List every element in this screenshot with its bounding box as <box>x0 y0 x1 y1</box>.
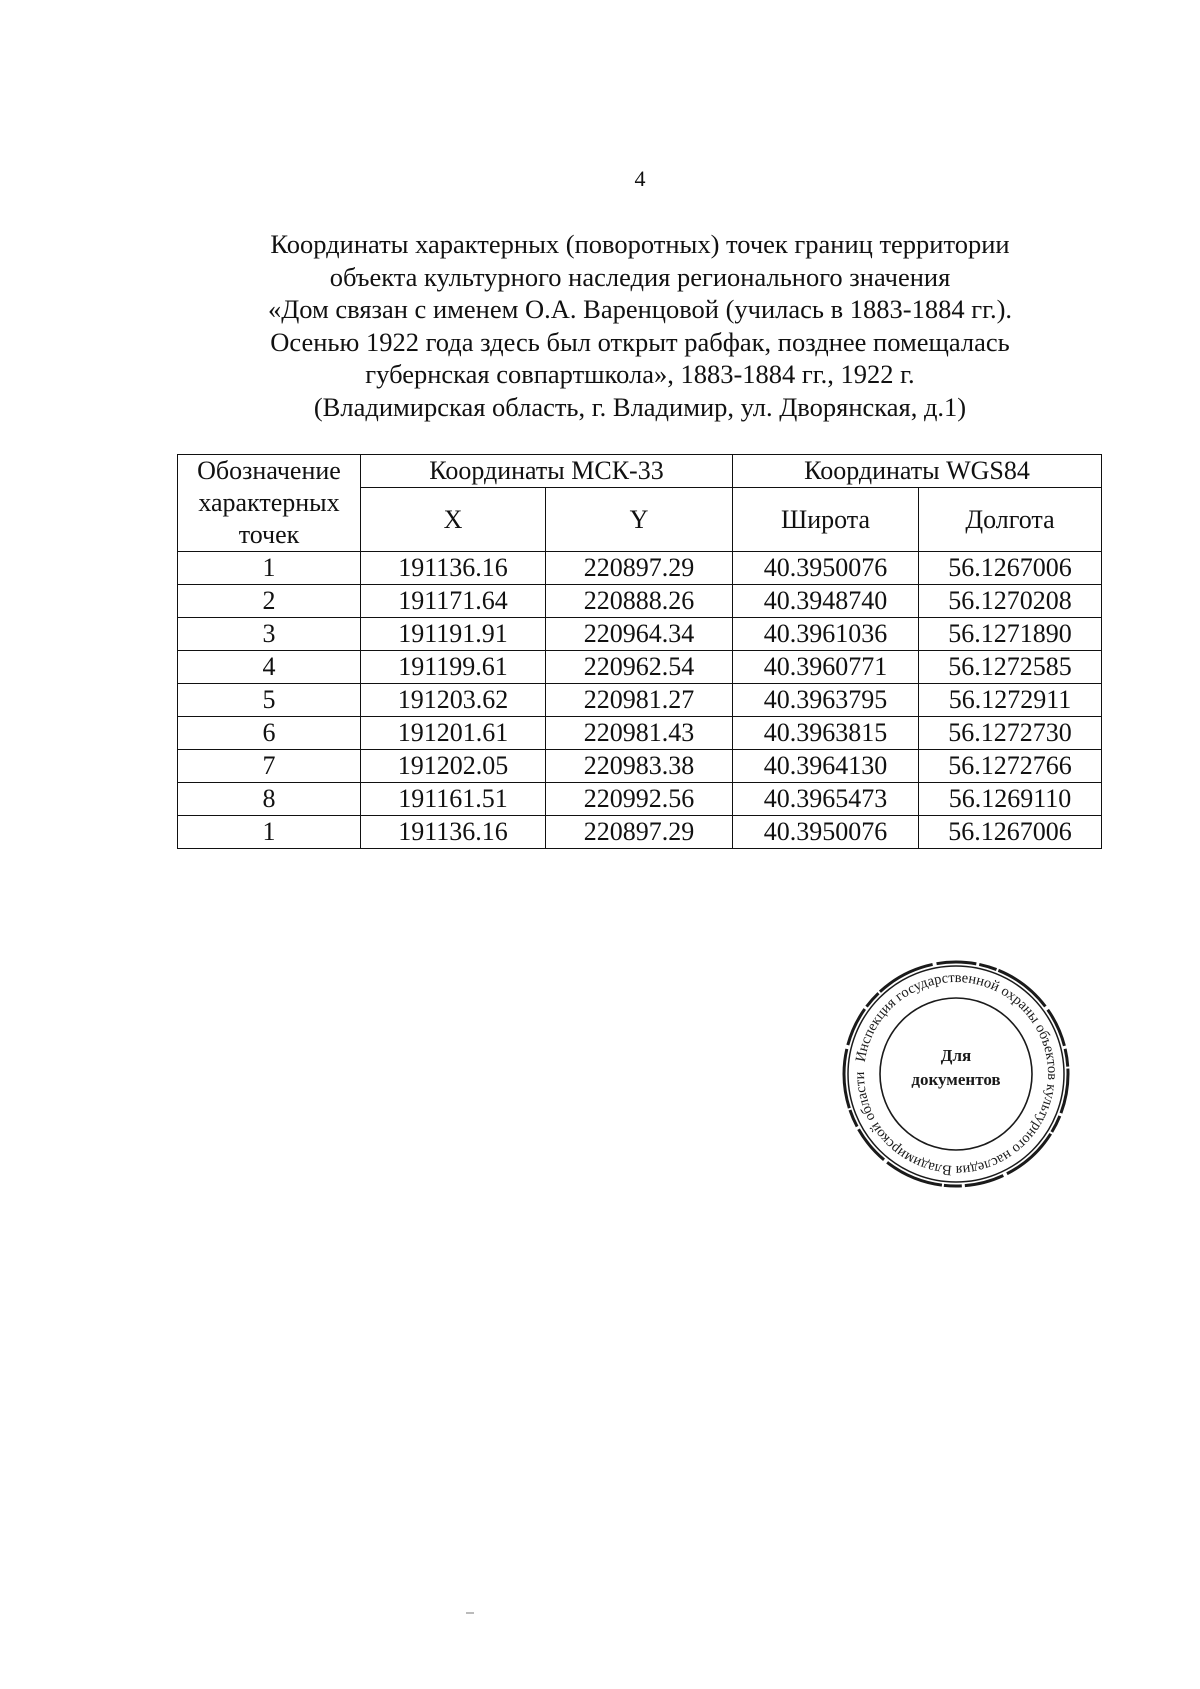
cell-point: 1 <box>178 552 361 585</box>
cell-point: 2 <box>178 585 361 618</box>
cell-latitude: 40.3948740 <box>733 585 919 618</box>
table-row <box>178 750 1102 783</box>
title-line: губернская совпартшкола», 1883-1884 гг., 1922 г. <box>365 359 915 389</box>
cell-longitude: 56.1271890 <box>919 618 1102 651</box>
header-latitude: Широта <box>733 488 919 552</box>
cell-x: 191191.91 <box>361 618 546 651</box>
table-row <box>178 651 1102 684</box>
page-number: 4 <box>634 166 646 191</box>
title-line: Осенью 1922 года здесь был открыт рабфак, позднее помещалась <box>270 326 1010 357</box>
official-seal-stamp <box>840 958 1072 1190</box>
cell-latitude: 40.3963815 <box>733 717 919 750</box>
cell-longitude: 56.1267006 <box>919 552 1102 585</box>
title-line: (Владимирская область, г. Владимир, ул. Дворянская, д.1) <box>313 391 967 422</box>
cell-y: 220981.43 <box>546 717 733 750</box>
cell-y: 220992.56 <box>546 783 733 816</box>
title-line: Координаты характерных (поворотных) точек границ территории <box>270 229 1010 259</box>
seal-ring-text: Инспекция государственной охраны объектов культурного наследия Владимирской области <box>851 969 1061 1179</box>
table-row <box>178 585 1102 618</box>
cell-latitude: 40.3961036 <box>733 618 919 651</box>
cell-y: 220964.34 <box>546 618 733 651</box>
cell-latitude: 40.3963795 <box>733 684 919 717</box>
cell-longitude: 56.1272911 <box>919 684 1102 717</box>
cell-y: 220897.29 <box>546 816 733 849</box>
seal-center-line: Для <box>940 1046 972 1065</box>
header-point-designation: Обозначение характерных точек <box>178 455 361 552</box>
cell-point: 7 <box>178 750 361 783</box>
cell-longitude: 56.1272730 <box>919 717 1102 750</box>
cell-latitude: 40.3950076 <box>733 552 919 585</box>
cell-y: 220888.26 <box>546 585 733 618</box>
table-row <box>178 684 1102 717</box>
cell-latitude: 40.3964130 <box>733 750 919 783</box>
document-title <box>140 228 1140 423</box>
title-line: «Дом связан с именем О.А. Варенцовой (училась в 1883-1884 гг.). <box>267 294 1013 324</box>
cell-point: 1 <box>178 816 361 849</box>
header-longitude: Долгота <box>919 488 1102 552</box>
table-row <box>178 618 1102 651</box>
cell-longitude: 56.1272585 <box>919 651 1102 684</box>
cell-x: 191203.62 <box>361 684 546 717</box>
cell-latitude: 40.3960771 <box>733 651 919 684</box>
cell-x: 191161.51 <box>361 783 546 816</box>
table-row <box>178 717 1102 750</box>
cell-longitude: 56.1270208 <box>919 585 1102 618</box>
header-wgs84-group: Координаты WGS84 <box>733 455 1102 488</box>
cell-x: 191199.61 <box>361 651 546 684</box>
cell-point: 5 <box>178 684 361 717</box>
header-msk33-group: Координаты МСК-33 <box>361 455 733 488</box>
cell-latitude: 40.3965473 <box>733 783 919 816</box>
cell-longitude: 56.1269110 <box>919 783 1102 816</box>
cell-longitude: 56.1267006 <box>919 816 1102 849</box>
cell-x: 191202.05 <box>361 750 546 783</box>
table-row <box>178 816 1102 849</box>
seal-center-text <box>840 1044 1072 1092</box>
cell-y: 220962.54 <box>546 651 733 684</box>
cell-latitude: 40.3950076 <box>733 816 919 849</box>
table-row <box>178 783 1102 816</box>
header-x: X <box>361 488 546 552</box>
coordinates-table <box>177 454 1102 849</box>
cell-point: 6 <box>178 717 361 750</box>
header-y: Y <box>546 488 733 552</box>
seal-center-line: документов <box>911 1070 1001 1089</box>
title-line: объекта культурного наследия регионального значения <box>329 261 951 292</box>
cell-x: 191136.16 <box>361 816 546 849</box>
cell-y: 220981.27 <box>546 684 733 717</box>
cell-x: 191171.64 <box>361 585 546 618</box>
cell-point: 4 <box>178 651 361 684</box>
cell-y: 220983.38 <box>546 750 733 783</box>
cell-y: 220897.29 <box>546 552 733 585</box>
cell-point: 8 <box>178 783 361 816</box>
scan-artifact-mark <box>466 1612 474 1614</box>
table-row <box>178 552 1102 585</box>
cell-x: 191201.61 <box>361 717 546 750</box>
cell-point: 3 <box>178 618 361 651</box>
cell-longitude: 56.1272766 <box>919 750 1102 783</box>
cell-x: 191136.16 <box>361 552 546 585</box>
